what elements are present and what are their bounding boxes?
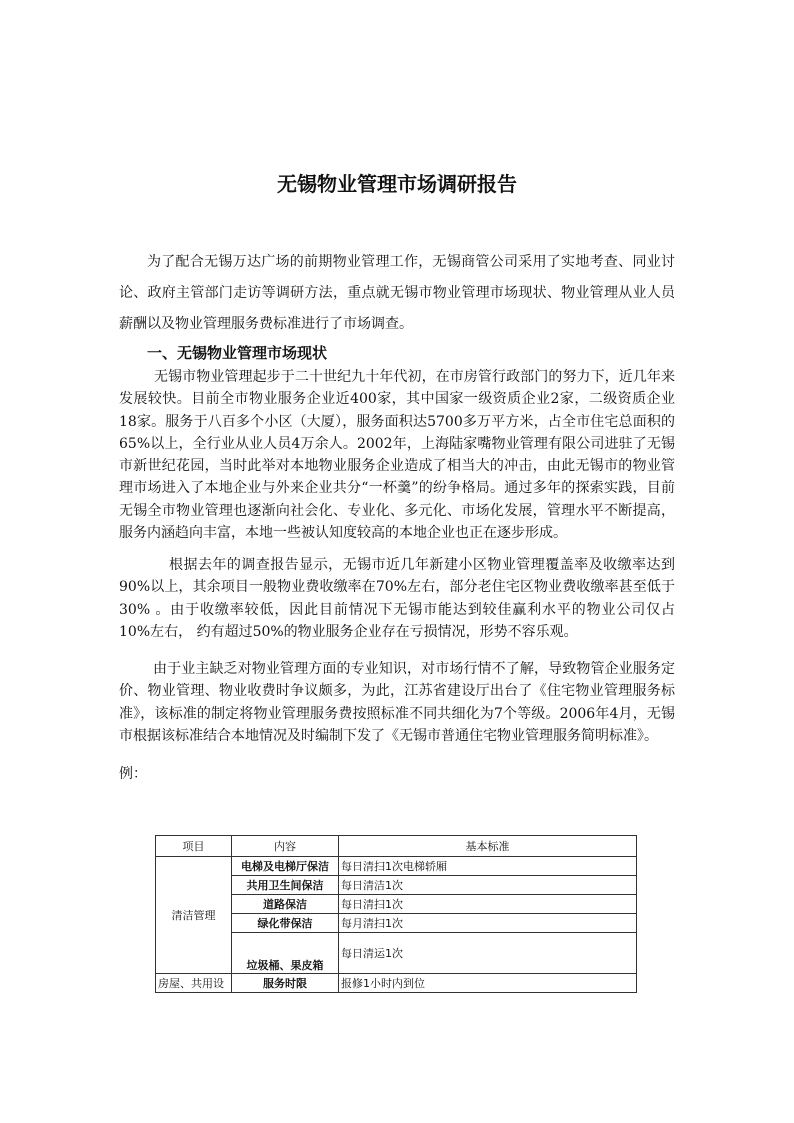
intro-paragraph: 为了配合无锡万达广场的前期物业管理工作，无锡商管公司采用了实地考查、同业讨论、政府主管部门走访等调研方法，重点就无锡市物业管理市场现状、物业管理从业人员薪酬以及物业管理服务费标准进行了市场调查。 (119, 254, 675, 332)
group-housing: 房屋、共用设 (156, 974, 232, 993)
survey-paragraph: 根据去年的调查报告显示，无锡市近几年新建小区物业管理覆盖率及收缴率达到90%以上，其余项目一般物业费收缴率在70%左右，部分老住宅区物业费收缴率甚至低于30% 。由于收缴率较低，因此目前情况下无锡市能达到较佳赢利水平的物业公司仅占10%左右， 约有超过50%的物业服务企业存在亏损情况，形势不容乐观。 (119, 557, 675, 640)
table-header-row (156, 836, 637, 857)
standard-paragraph: 由于业主缺乏对物业管理方面的专业知识，对市场行情不了解，导致物管企业服务定价、物业管理、物业收费时争议颇多，为此，江苏省建设厅出台了《住宅物业管理服务标准》，该标准的制定将物业管理服务费按照标准不同共细化为7个等级。2006年4月，无锡市根据该标准结合本地情况及时编制下发了《无锡市普通住宅物业管理服务简明标准》。 (119, 661, 675, 744)
table-row (156, 857, 637, 876)
row-content: 电梯及电梯厅保洁 (232, 857, 339, 876)
example-label: 例： (119, 766, 147, 782)
group-cleaning: 清洁管理 (156, 857, 232, 974)
row-standard: 每日清扫1次电梯轿厢 (339, 857, 637, 876)
document-title: 无锡物业管理市场调研报告 (277, 172, 517, 196)
header-item: 项目 (156, 836, 232, 857)
row-standard: 报修1小时内到位 (339, 974, 637, 993)
row-content: 道路保洁 (232, 895, 339, 914)
row-standard: 每日清洁1次 (339, 876, 637, 895)
row-content: 共用卫生间保洁 (232, 876, 339, 895)
row-content: 服务时限 (232, 974, 339, 993)
row-content: 绿化带保洁 (232, 914, 339, 933)
market-status-paragraph: 无锡市物业管理起步于二十世纪九十年代初，在市房管行政部门的努力下，近几年来发展较快。目前全市物业服务企业近400家，其中国家一级资质企业2家，二级资质企业18家。服务于八百多个小区（大厦），服务面积达5700多万平方米，占全市住宅总面积的65%以上，全行业从业人员4万余人。2002年，上海陆家嘴物业管理有限公司进驻了无锡市新世纪花园，当时此举对本地物业服务企业造成了相当大的冲击，由此无锡市的物业管理市场进入了本地企业与外来企业共分“一杯羹”的纷争格局。通过多年的探索实践，目前无锡全市物业管理也逐渐向社会化、专业化、多元化、市场化发展，管理水平不断提高，服务内涵趋向丰富，本地一些被认知度较高的本地企业也正在逐步形成。 (119, 369, 675, 542)
row-standard: 每日清扫1次 (339, 895, 637, 914)
header-standard: 基本标准 (339, 836, 637, 857)
table-row (156, 974, 637, 993)
service-standard-table (155, 835, 637, 993)
header-content: 内容 (232, 836, 339, 857)
section-heading: 一、无锡物业管理市场现状 (147, 344, 328, 362)
row-standard: 每月清扫1次 (339, 914, 637, 933)
row-standard: 每日清运1次 (339, 933, 637, 974)
row-content: 垃圾桶、果皮箱 (232, 933, 339, 974)
